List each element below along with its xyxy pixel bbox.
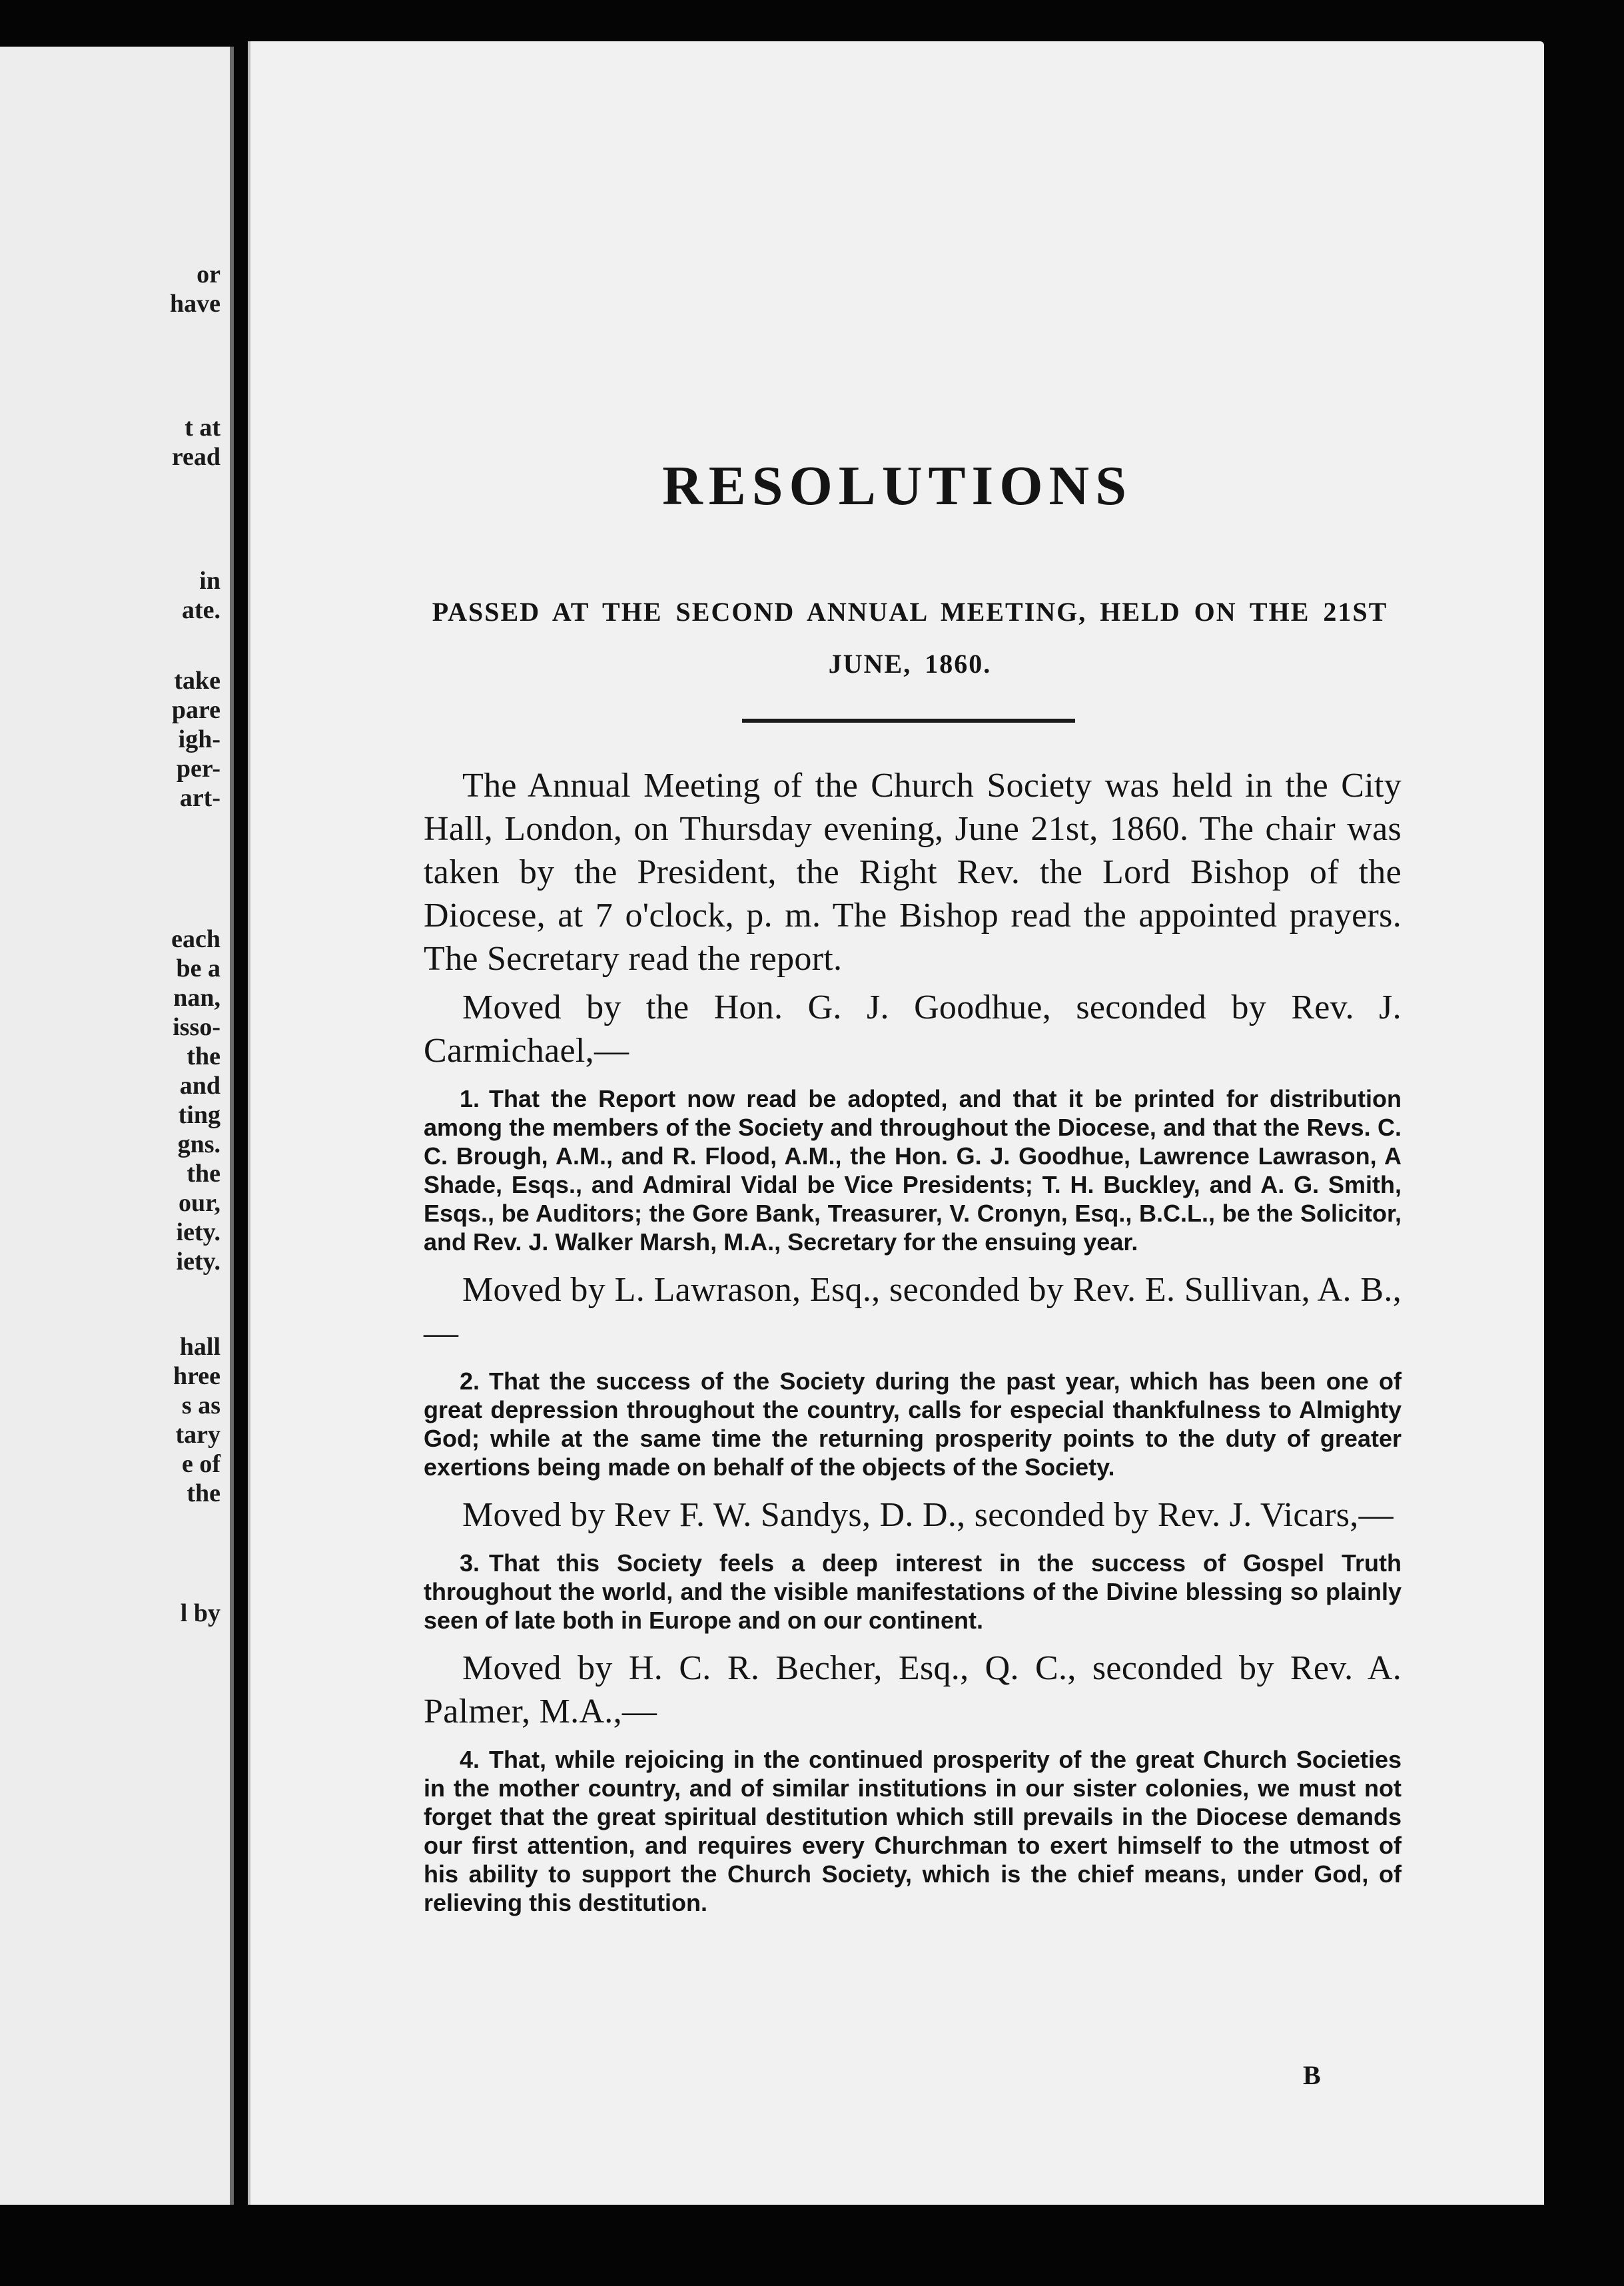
page-subtitle: PASSED AT THE SECOND ANNUAL MEETING, HELD ON THE 21ST JUNE, 1860.: [432, 597, 1388, 679]
document-body: [424, 764, 1402, 1929]
resolution-4-number: 4.: [460, 1746, 480, 1773]
prev-page-fragment: have: [170, 290, 220, 318]
resolution-3: [424, 1549, 1402, 1635]
resolution-1-number: 1.: [460, 1085, 480, 1112]
motion-4-mover: Moved by H. C. R. Becher, Esq., Q. C., seconded by Rev. A. Palmer, M.A.,—: [424, 1649, 1402, 1730]
resolution-4-text: That, while rejoicing in the continued prosperity of the great Church Societies in the mother country, and of similar institutions in our sister colonies, we must not forget that the great spiritual destitution which still prevails in the Diocese demands our first attention, and requires every Churchman to exert himself to the utmost of his ability to support the Church Society, which is the chief means, under God, of relieving this destitution.: [424, 1746, 1402, 1916]
resolution-3-number: 3.: [460, 1549, 480, 1577]
resolution-1: [424, 1084, 1402, 1256]
intro-paragraph: The Annual Meeting of the Church Society was held in the City Hall, London, on Thursday evening, June 21st, 1860. The chair was taken by the President, the Right Rev. the Lord Bishop of the Diocese, at 7 o'clock, p. m. The Bishop read the appointed prayers. The Secretary read the report.: [424, 767, 1402, 978]
prev-page-fragment: nan,: [173, 984, 220, 1012]
prev-page-fragment: per-: [176, 755, 220, 783]
motion-1-mover: Moved by the Hon. G. J. Goodhue, seconded by Rev. J. Carmichael,—: [424, 988, 1402, 1070]
prev-page-fragment: iety.: [176, 1218, 220, 1246]
resolution-1-text: That the Report now read be adopted, and that it be printed for distribution among the members of the Society and throughout the Diocese, and that the Revs. C. C. Brough, A.M., and R. Flood, A.M., the Hon. G. J. Goodhue, Lawrence Lawrason, A Shade, Esqs., and Admiral Vidal be Vice Presidents; T. H. Buckley, and A. G. Smith, Esqs., be Auditors; the Gore Bank, Treasurer, V. Cronyn, Esq., B.C.L., be the Solicitor, and Rev. J. Walker Marsh, M.A., Secretary for the ensuing year.: [424, 1085, 1402, 1256]
prev-page-fragment: hall: [179, 1333, 220, 1361]
prev-page-fragment: each: [171, 925, 220, 953]
prev-page-fragment: ting: [178, 1101, 220, 1129]
prev-page-fragment: s as: [181, 1391, 220, 1419]
prev-page-fragment: or: [197, 260, 220, 288]
prev-page-fragment: be a: [176, 954, 220, 982]
motion-3-mover: Moved by Rev F. W. Sandys, D. D., seconded by Rev. J. Vicars,—: [462, 1496, 1394, 1534]
resolution-4: [424, 1745, 1402, 1917]
signature-mark: B: [1303, 2060, 1321, 2090]
previous-page-edge: [0, 47, 234, 2205]
prev-page-fragment: pare: [171, 696, 220, 724]
prev-page-fragment: art-: [179, 784, 220, 812]
prev-page-fragment: take: [174, 667, 220, 695]
prev-page-fragment: read: [171, 443, 220, 471]
prev-page-fragment: tary: [175, 1421, 220, 1449]
prev-page-fragment: gns.: [177, 1130, 220, 1158]
prev-page-fragment: in: [199, 567, 220, 595]
prev-page-fragment: t at: [185, 414, 220, 442]
prev-page-fragment: ate.: [181, 596, 220, 624]
page-title: RESOLUTIONS: [662, 455, 1132, 517]
motion-2-mover: Moved by L. Lawrason, Esq., seconded by Rev. E. Sullivan, A. B.,—: [424, 1271, 1402, 1352]
prev-page-fragment: the: [187, 1160, 220, 1188]
title-rule: [742, 719, 1075, 723]
resolution-3-text: That this Society feels a deep interest in the success of Gospel Truth throughout the world, and the visible manifestations of the Divine blessing so plainly seen of late both in Europe and on our continent.: [424, 1549, 1402, 1634]
prev-page-fragment: e of: [181, 1450, 220, 1478]
prev-page-fragment: the: [187, 1042, 220, 1070]
prev-page-fragment: l by: [180, 1599, 220, 1627]
document-page: [248, 41, 1544, 2205]
prev-page-fragment: isso-: [173, 1013, 220, 1041]
prev-page-fragment: and: [179, 1072, 220, 1100]
prev-page-fragment: hree: [173, 1362, 220, 1390]
prev-page-fragment: our,: [178, 1189, 220, 1217]
resolution-2-text: That the success of the Society during the past year, which has been one of great depression throughout the country, calls for especial thankfulness to Almighty God; while at the same time the returning prosperity points to the duty of greater exertions being made on behalf of the objects of the Society.: [424, 1367, 1402, 1481]
resolution-2-number: 2.: [460, 1367, 480, 1395]
resolution-2: [424, 1367, 1402, 1481]
prev-page-fragment: igh-: [178, 725, 220, 753]
prev-page-fragment: the: [187, 1479, 220, 1507]
prev-page-fragment: iety.: [176, 1248, 220, 1276]
